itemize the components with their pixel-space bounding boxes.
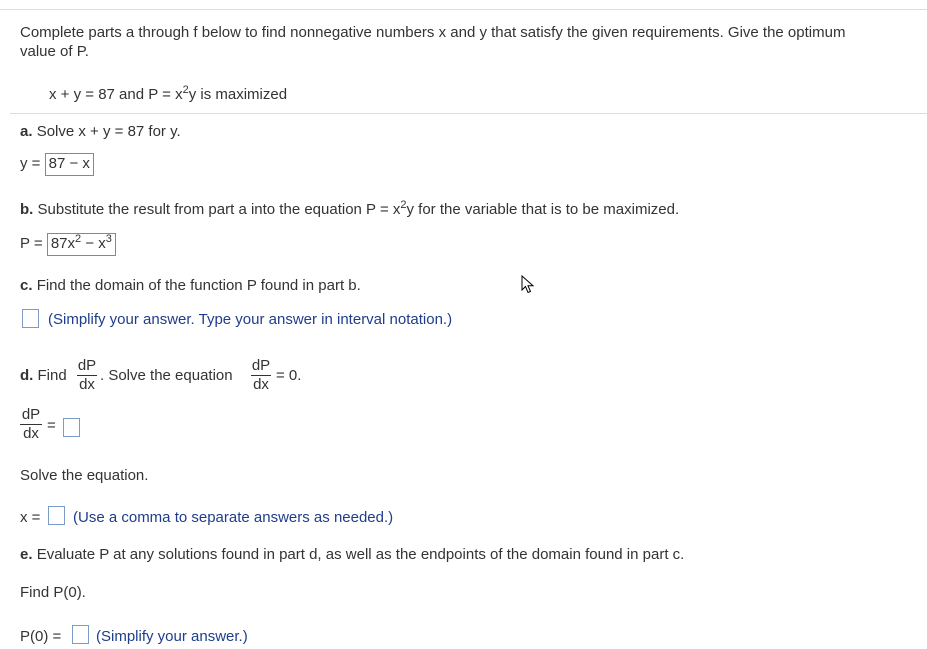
part-d-derivative-fraction: dP dx — [77, 357, 97, 393]
x-prefix: x = — [20, 509, 41, 526]
mouse-pointer-icon — [521, 275, 535, 295]
section-divider — [10, 113, 927, 114]
part-a-answer-box[interactable]: 87 − x — [45, 153, 94, 176]
part-b-prompt: b. Substitute the result from part a into the equation $P = x^2y$ for the variable that is to be maximized. — [20, 199, 680, 218]
domain-input[interactable] — [22, 309, 39, 328]
p0-prefix: P(0) = — [20, 628, 62, 645]
p0-input[interactable] — [72, 625, 89, 644]
intro-line-1: Complete parts a through f below to find nonnegative numbers x and y that satisfy the given requirements. Give the optimum — [20, 24, 846, 41]
x-solutions-input[interactable] — [48, 506, 65, 525]
part-b-answer-box[interactable]: $87x^2 - x^3$ — [47, 233, 116, 256]
derivative-label-fraction: dP dx — [21, 406, 41, 442]
condition-text: x + y = 87 and $P = x^2y$ is maximized — [49, 84, 288, 103]
p0-hint: (Simplify your answer.) — [96, 628, 248, 645]
derivative-equals: = — [47, 417, 56, 434]
part-c-prompt: c. Find the domain of the function P found in part b. — [20, 277, 361, 294]
intro-line-2: value of P. — [20, 43, 89, 60]
part-b-answer-row: $P = 87x^2 - x^3$ — [20, 233, 116, 256]
part-e-prompt: e. Evaluate P at any solutions found in part d, as well as the endpoints of the domain found in part c. — [20, 546, 685, 563]
part-d-equation-fraction: dP dx — [251, 357, 271, 393]
part-a-answer-row: y = 87 − x — [20, 153, 94, 176]
part-e-find: Find P(0). — [20, 584, 86, 601]
part-d-mid-text: . Solve the equation — [100, 367, 233, 384]
top-divider — [0, 9, 927, 10]
part-c-hint: (Simplify your answer. Type your answer in interval notation.) — [48, 311, 453, 328]
part-a-prompt: a. Solve x + y = 87 for y. — [20, 123, 181, 140]
part-d-solve-text: Solve the equation. — [20, 467, 149, 484]
part-d-end-text: = 0. — [276, 367, 302, 384]
part-d-find: d. Find — [20, 367, 67, 384]
x-hint: (Use a comma to separate answers as needed.) — [73, 509, 394, 526]
derivative-input[interactable] — [63, 418, 80, 437]
